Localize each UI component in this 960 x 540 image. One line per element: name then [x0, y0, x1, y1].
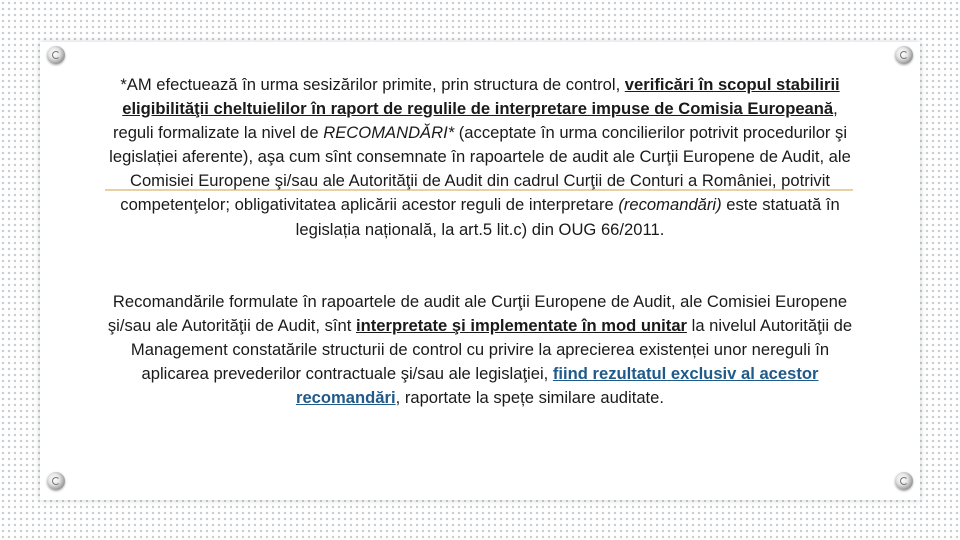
- paragraph-verification: [100, 73, 860, 242]
- emphasis-italic: RECOMANDĂRI*: [323, 123, 455, 143]
- text-segment: , reguli formalizate la nivel de: [112, 99, 838, 143]
- pin-icon: [47, 472, 65, 490]
- emphasis-italic: (recomandări): [618, 195, 722, 215]
- text-segment: *AM efectuează în urma sesizărilor primite, prin structura de control,: [120, 75, 625, 94]
- text-segment: la nivelul Autorităţii de Management constatările structurii de control cu privire la aprecierea existenței unor nereguli în aplicarea prevederilor contractuale şi/sau ale legislaţiei,: [130, 316, 853, 384]
- emphasis-underlined-blue: fiind rezultatul exclusiv al acestor recomandări: [295, 364, 819, 408]
- emphasis-underlined: verificări în scopul stabilirii eligibilităţii cheltuielilor în raport de regulile de interpretare impuse de Comisia Europeană: [122, 75, 840, 119]
- text-segment: (acceptate în urma concilierilor potrivit procedurilor şi legislației aferente), aşa cum sînt consemnate în rapoartele de audit ale Curţii Europene de Audit, ale Comisiei Europene şi/sau ale Autorităţii de Audit din cadrul Curţii de Conturi a României, potrivit competenţelor; obligativitatea aplicării acestor reguli de interpretare: [109, 123, 851, 215]
- paragraph-recommendations: [100, 290, 860, 410]
- pin-icon: [895, 472, 913, 490]
- text-segment: Recomandările formulate în rapoartele de audit ale Curţii Europene de Audit, ale Comisiei Europene şi/sau ale Autorităţii de Audit, sînt: [107, 292, 848, 336]
- text-segment: , raportate la spețe similare auditate.: [395, 388, 665, 408]
- emphasis-underlined: interpretate şi implementate în mod unitar: [355, 316, 688, 336]
- text-segment: este statuată în legislația națională, la art.5 lit.c) din OUG 66/2011.: [295, 195, 840, 239]
- pin-icon: [47, 46, 65, 64]
- pin-icon: [895, 46, 913, 64]
